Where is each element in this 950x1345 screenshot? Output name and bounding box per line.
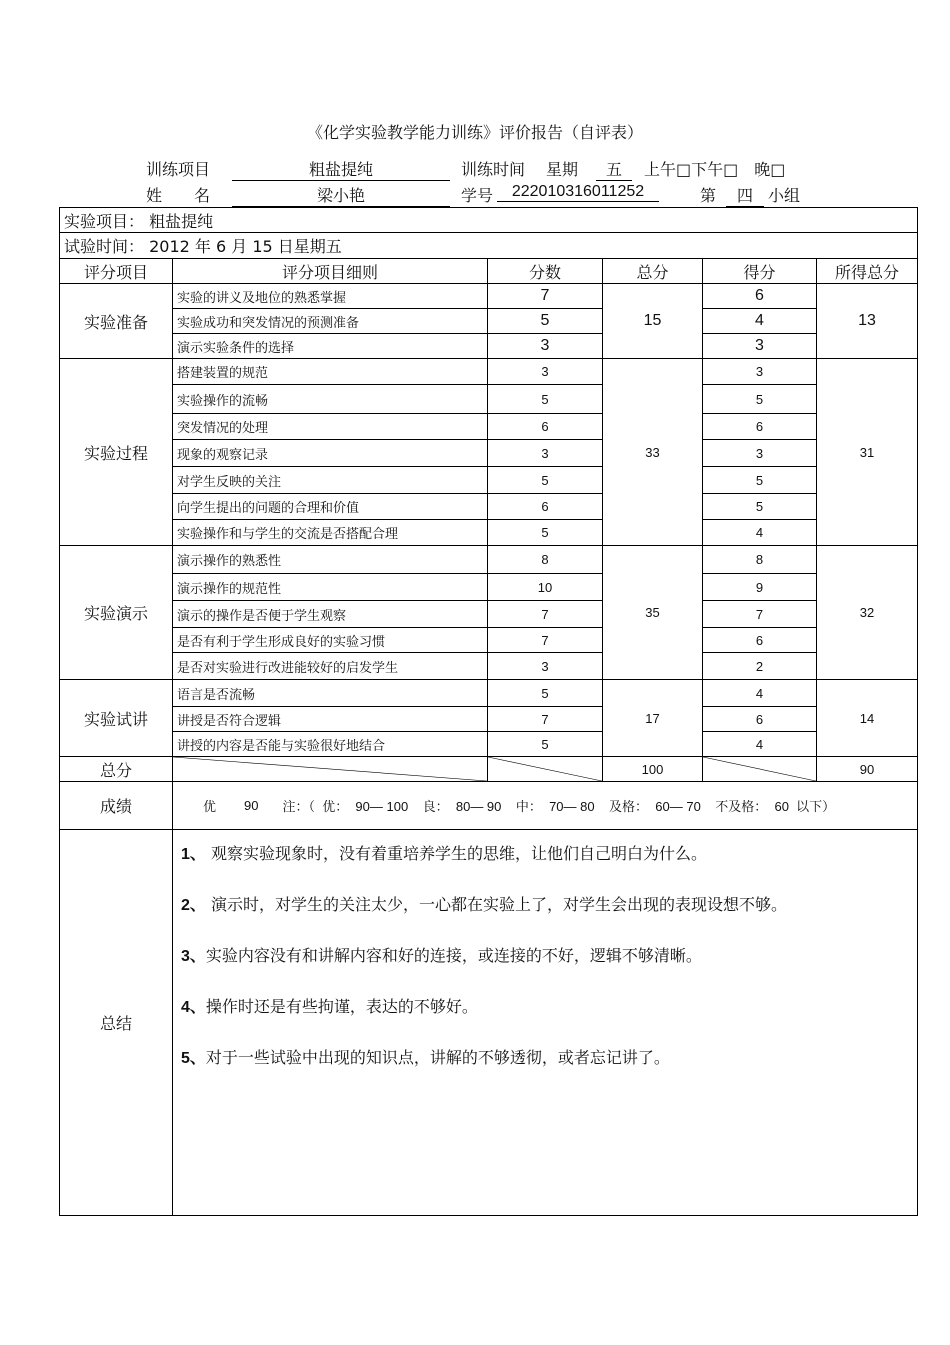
diagonal-cell	[488, 757, 603, 782]
table-row	[60, 359, 918, 385]
section-total: 33	[603, 359, 703, 546]
rule-cell: 语言是否流畅	[173, 680, 488, 707]
evaluation-table	[59, 207, 918, 1216]
table-row	[60, 680, 918, 707]
table-row	[60, 494, 918, 520]
score-cell: 3	[488, 359, 603, 385]
diagonal-line	[173, 757, 487, 781]
grade-content	[173, 782, 918, 830]
summary-item-text: 操作时还是有些拘谨，表达的不够好。	[205, 997, 478, 1016]
report-title: 《化学实验教学能力训练》评价报告（自评表）	[306, 123, 643, 142]
weekday-value: 五	[596, 157, 632, 181]
score-cell: 7	[488, 628, 603, 653]
date-line: 试验时间： 2012 年 6 月 15 日星期五	[60, 233, 918, 259]
weekday-label: 星期	[546, 160, 579, 179]
grand-total: 100	[603, 757, 703, 782]
rule-cell: 实验操作的流畅	[173, 385, 488, 414]
grade-word: 优	[203, 800, 217, 815]
rule-cell: 讲授的内容是否能与实验很好地结合	[173, 732, 488, 757]
table-row	[60, 520, 918, 546]
score-cell: 5	[488, 385, 603, 414]
summary-item-text: 对于一些试验中出现的知识点，讲解的不够透彻，或者忘记讲了。	[205, 1048, 670, 1067]
got-cell: 6	[703, 414, 817, 440]
summary-item	[181, 946, 909, 967]
diagonal-line	[703, 757, 816, 781]
experiment-line: 实验项目： 粗盐提纯	[60, 208, 918, 233]
table-row	[60, 309, 918, 334]
section-name: 实验试讲	[60, 680, 173, 757]
summary-item-text: 观察实验现象时，没有着重培养学生的思维，让他们自己明白为什么。	[205, 844, 707, 863]
column-header-row	[60, 259, 918, 284]
summary-item-number: 2、	[181, 897, 206, 914]
total-label: 总分	[60, 757, 173, 782]
summary-item-text: 实验内容没有和讲解内容和好的连接，或连接的不好，逻辑不够清晰。	[205, 946, 702, 965]
score-cell: 3	[488, 653, 603, 680]
project-value: 粗盐提纯	[232, 157, 450, 181]
table-row	[60, 284, 918, 309]
grand-earned-total: 90	[817, 757, 918, 782]
rule-cell: 实验操作和与学生的交流是否搭配合理	[173, 520, 488, 546]
group-suffix: 小组	[768, 186, 801, 205]
got-cell: 6	[703, 628, 817, 653]
score-cell: 7	[488, 601, 603, 628]
summary-item-number: 1、	[181, 846, 206, 863]
score-cell: 8	[488, 546, 603, 574]
summary-item	[181, 1048, 909, 1069]
grade-value: 90	[244, 798, 259, 813]
rule-cell: 实验的讲义及地位的熟悉掌握	[173, 284, 488, 309]
got-cell: 4	[703, 520, 817, 546]
summary-item-number: 3、	[181, 948, 206, 965]
col-header: 总分	[603, 259, 703, 284]
table-row	[60, 334, 918, 359]
rule-cell: 突发情况的处理	[173, 414, 488, 440]
score-cell: 6	[488, 414, 603, 440]
rule-cell: 演示的操作是否便于学生观察	[173, 601, 488, 628]
table-row	[60, 385, 918, 414]
section-name: 实验演示	[60, 546, 173, 680]
table-row	[60, 707, 918, 732]
col-header: 评分项目细则	[173, 259, 488, 284]
grade-label: 成绩	[60, 782, 173, 830]
score-cell: 6	[488, 494, 603, 520]
got-cell: 4	[703, 732, 817, 757]
score-cell: 5	[488, 309, 603, 334]
score-cell: 10	[488, 574, 603, 601]
table-row	[60, 628, 918, 653]
score-cell: 7	[488, 707, 603, 732]
name-label: 姓 名	[146, 186, 211, 205]
got-cell: 5	[703, 467, 817, 494]
score-cell: 5	[488, 520, 603, 546]
section-earned-total: 31	[817, 359, 918, 546]
got-cell: 3	[703, 359, 817, 385]
section-name: 实验准备	[60, 284, 173, 359]
summary-item-number: 5、	[181, 1050, 206, 1067]
rule-cell: 是否对实验进行改进能较好的启发学生	[173, 653, 488, 680]
col-header: 得分	[703, 259, 817, 284]
table-row	[60, 440, 918, 467]
rule-cell: 对学生反映的关注	[173, 467, 488, 494]
diagonal-cell	[703, 757, 817, 782]
rule-cell: 搭建装置的规范	[173, 359, 488, 385]
group-prefix: 第	[700, 186, 717, 205]
got-cell: 4	[703, 309, 817, 334]
diagonal-cell	[173, 757, 488, 782]
table-row	[60, 574, 918, 601]
rule-cell: 是否有利于学生形成良好的实验习惯	[173, 628, 488, 653]
name-value: 梁小艳	[232, 183, 450, 207]
got-cell: 3	[703, 334, 817, 359]
rule-cell: 现象的观察记录	[173, 440, 488, 467]
got-cell: 5	[703, 494, 817, 520]
got-cell: 4	[703, 680, 817, 707]
session-options: 上午□下午□ 晚□	[644, 160, 786, 179]
summary-content	[173, 830, 918, 1216]
summary-item-number: 4、	[181, 999, 206, 1016]
section-total: 17	[603, 680, 703, 757]
id-label: 学号	[461, 186, 494, 205]
got-cell: 2	[703, 653, 817, 680]
col-header: 分数	[488, 259, 603, 284]
rule-cell: 演示操作的熟悉性	[173, 546, 488, 574]
section-total: 35	[603, 546, 703, 680]
table-row	[60, 732, 918, 757]
score-cell: 3	[488, 334, 603, 359]
section-total: 15	[603, 284, 703, 359]
score-cell: 5	[488, 680, 603, 707]
section-name: 实验过程	[60, 359, 173, 546]
summary-item	[181, 895, 909, 916]
section-earned-total: 32	[817, 546, 918, 680]
rule-cell: 讲授是否符合逻辑	[173, 707, 488, 732]
grade-row	[60, 782, 918, 830]
got-cell: 5	[703, 385, 817, 414]
table-row	[60, 601, 918, 628]
got-cell: 9	[703, 574, 817, 601]
got-cell: 8	[703, 546, 817, 574]
table-row	[60, 467, 918, 494]
section-earned-total: 13	[817, 284, 918, 359]
rule-cell: 演示操作的规范性	[173, 574, 488, 601]
table-row	[60, 546, 918, 574]
got-cell: 6	[703, 707, 817, 732]
table-row	[60, 414, 918, 440]
got-cell: 6	[703, 284, 817, 309]
score-cell: 3	[488, 440, 603, 467]
summary-item-text: 演示时，对学生的关注太少，一心都在实验上了，对学生会出现的表现设想不够。	[205, 895, 787, 914]
project-label: 训练项目	[146, 160, 211, 179]
got-cell: 3	[703, 440, 817, 467]
rule-cell: 实验成功和突发情况的预测准备	[173, 309, 488, 334]
summary-row	[60, 830, 918, 1216]
summary-label: 总结	[60, 830, 173, 1216]
time-label: 训练时间	[461, 160, 526, 179]
got-cell: 7	[703, 601, 817, 628]
table-row	[60, 653, 918, 680]
score-cell: 7	[488, 284, 603, 309]
rule-cell: 演示实验条件的选择	[173, 334, 488, 359]
col-header: 评分项目	[60, 259, 173, 284]
summary-item	[181, 844, 909, 865]
rule-cell: 向学生提出的问题的合理和价值	[173, 494, 488, 520]
score-cell: 5	[488, 467, 603, 494]
diagonal-line	[488, 757, 602, 781]
summary-item	[181, 997, 909, 1018]
section-earned-total: 14	[817, 680, 918, 757]
group-value: 四	[726, 183, 764, 207]
col-header: 所得总分	[817, 259, 918, 284]
score-cell: 5	[488, 732, 603, 757]
grade-scale-note: 注：（ 优： 90— 100 良： 80— 90 中： 70— 80 及格： 60— 70 不及格： 60 以下）	[282, 799, 836, 814]
id-value: 222010316011252	[497, 183, 659, 202]
total-row	[60, 757, 918, 782]
